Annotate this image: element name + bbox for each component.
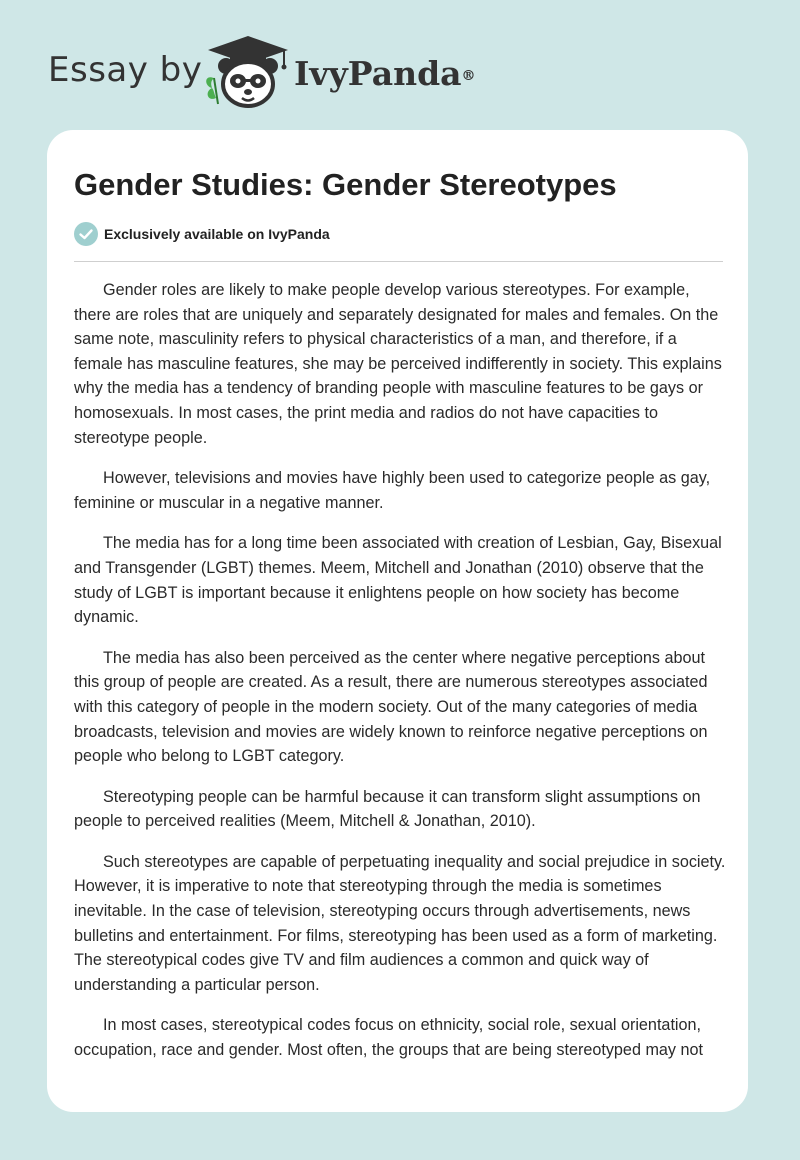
- essay-body: [74, 254, 726, 1112]
- brand-prefix: Essay by: [48, 50, 203, 90]
- paragraph: Such stereotypes are capable of perpetuating inequality and social prejudice in society. However, it is imperative to note that stereotyping through the media is sometimes inevitable. In the case of television, stereotyping occurs through advertisements, news bulletins and entertainment. For films, stereotyping has been used as a form of marketing. The stereotypical codes give TV and film audiences a common and quick way of understanding a particular person.: [74, 852, 726, 994]
- brand-name[interactable]: IvyPanda®: [294, 54, 476, 93]
- paragraph: Stereotyping people can be harmful because it can transform slight assumptions on people to perceived realities (Meem, Mitchell & Jonathan, 2010).: [74, 787, 701, 831]
- check-circle-icon: [74, 222, 98, 246]
- site-header: [0, 0, 800, 130]
- essay-card: [47, 130, 748, 1112]
- panda-graduate-logo-icon[interactable]: [200, 34, 292, 110]
- paragraph: The media has also been perceived as the center where negative perceptions about this group of people are created. As a result, there are numerous stereotypes associated with this category of people in the modern society. Out of the many categories of media broadcasts, television and movies are widely known to reinforce negative perceptions on people who belong to LGBT category.: [74, 648, 708, 766]
- exclusive-badge-text: Exclusively available on IvyPanda: [104, 226, 330, 242]
- paragraph: In most cases, stereotypical codes focus on ethnicity, social role, sexual orientation, occupation, race and gender. Most often, the groups that are being stereotyped may not: [74, 1016, 704, 1060]
- paragraph: Gender roles are likely to make people develop various stereotypes. For example, there are roles that are uniquely and separately designated for males and females. On the same note, masculinity refers to physical characteristics of a man, and therefore, if a female has masculine features, she may be perceived indifferently in society. This explains why the media has a tendency of branding people with masculine features to be gays or homosexuals. In most cases, the print media and radios do not have capacities to stereotype people.: [74, 281, 722, 447]
- registered-mark: ®: [461, 68, 476, 84]
- paragraph: However, televisions and movies have highly been used to categorize people as gay, feminine or muscular in a negative manner.: [74, 469, 711, 512]
- essay-title: Gender Studies: Gender Stereotypes: [74, 167, 617, 202]
- exclusive-badge: [74, 222, 330, 246]
- paragraph: The media has for a long time been associated with creation of Lesbian, Gay, Bisexual and Transgender (LGBT) themes. Meem, Mitchell and Jonathan (2010) observe that the study of LGBT is important because it enlightens people on how society has become dynamic.: [74, 534, 722, 627]
